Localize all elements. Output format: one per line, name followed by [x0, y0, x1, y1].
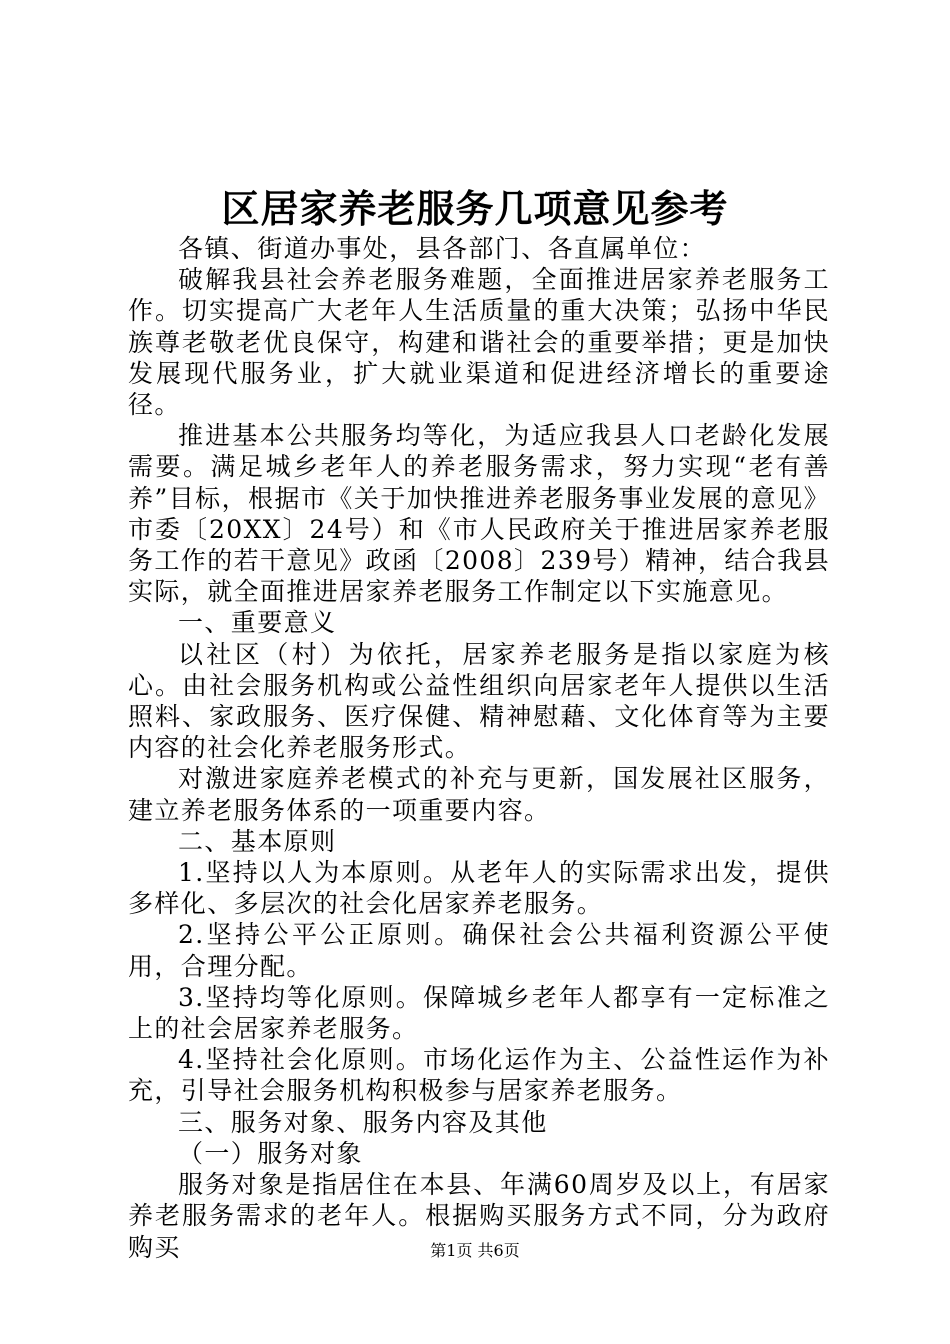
paragraph: 以社区（村）为依托，居家养老服务是指以家庭为核心。由社会服务机构或公益性组织向居家老年人提供以生活照料、家政服务、医疗保健、精神慰藉、文化体育等为主要内容的社会化养老服务形式。 [128, 639, 830, 763]
paragraph: 推进基本公共服务均等化，为适应我县人口老龄化发展需要。满足城乡老年人的养老服务需求，努力实现“老有善养”目标，根据市《关于加快推进养老服务事业发展的意见》市委〔20XX〕24号）和《市人民政府关于推进居家养老服务工作的若干意见》政函〔2008〕239号）精神，结合我县实际，就全面推进居家养老服务工作制定以下实施意见。 [128, 421, 830, 607]
subsection-heading: （一）服务对象 [178, 1138, 363, 1168]
section-heading: 二、基本原则 [178, 826, 337, 856]
paragraph: 对激进家庭养老模式的补充与更新，国发展社区服务，建立养老服务体系的一项重要内容。 [128, 764, 830, 825]
section-heading: 一、重要意义 [178, 608, 337, 638]
list-item: 2.坚持公平公正原则。确保社会公共福利资源公平使用，合理分配。 [128, 920, 830, 981]
paragraph: 破解我县社会养老服务难题，全面推进居家养老服务工作。切实提高广大老年人生活质量的重大决策；弘扬中华民族尊老敬老优良保守，构建和谐社会的重要举措；更是加快发展现代服务业，扩大就业渠道和促进经济增长的重要途径。 [128, 265, 830, 420]
document-body [128, 233, 830, 1263]
paragraph: 服务对象是指居住在本县、年满60周岁及以上，有居家养老服务需求的老年人。根据购买服务方式不同，分为政府购买 [128, 1170, 830, 1262]
list-item: 3.坚持均等化原则。保障城乡老年人都享有一定标准之上的社会居家养老服务。 [128, 982, 830, 1044]
page-footer: 第1页 共6页 [430, 1241, 520, 1260]
list-item: 1.坚持以人为本原则。从老年人的实际需求出发，提供多样化、多层次的社会化居家养老服务。 [128, 858, 830, 919]
page-title: 区居家养老服务几项意见参考 [221, 186, 729, 231]
paragraph-salutation: 各镇、街道办事处，县各部门、各直属单位： [178, 234, 707, 263]
section-heading: 三、服务对象、服务内容及其他 [178, 1107, 548, 1137]
list-item: 4.坚持社会化原则。市场化运作为主、公益性运作为补充，引导社会服务机构积极参与居家养老服务。 [128, 1045, 830, 1106]
